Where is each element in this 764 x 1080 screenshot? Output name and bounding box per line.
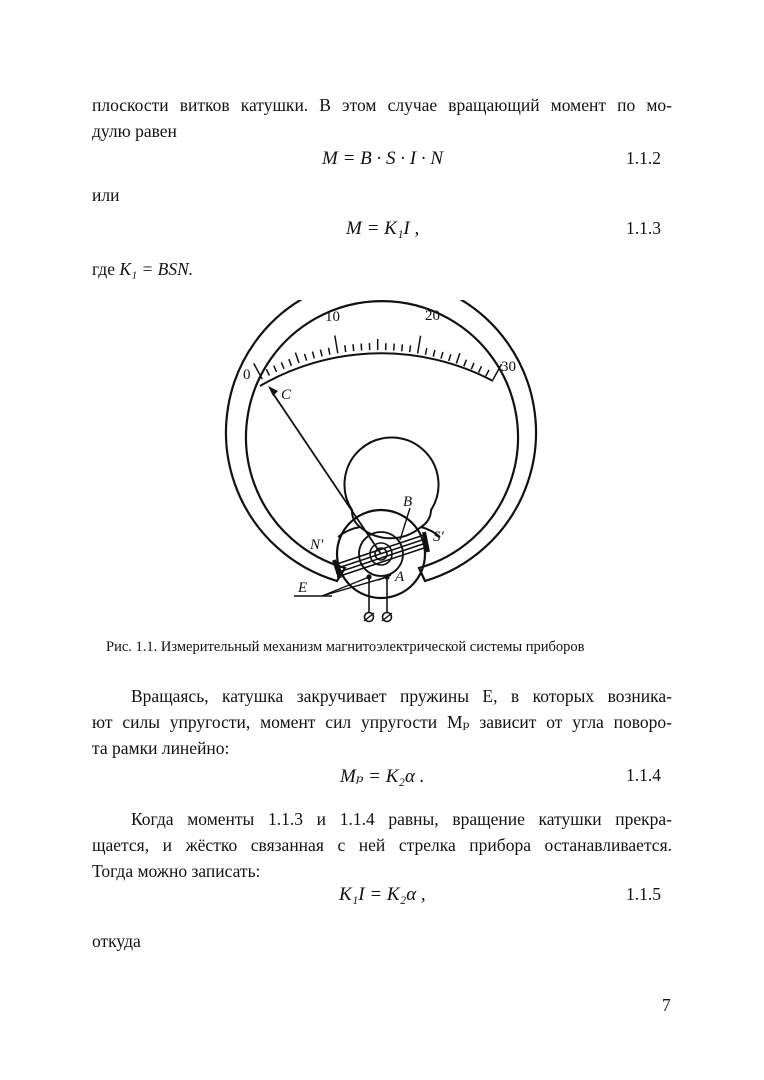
label-e: E (298, 580, 308, 596)
scale-tick (425, 348, 426, 355)
scale-tick (418, 336, 421, 354)
scale-tick (313, 352, 315, 359)
paragraph-line: та рамки линейно: (92, 738, 230, 758)
paragraph-line: ют силы упругости, момент сил упругости Mₚ зависит от угла поворо- (92, 712, 672, 732)
figure-caption: Рис. 1.1. Измерительный механизм магнитоэлектрической системы приборов (106, 639, 585, 655)
scale-tick (402, 344, 403, 351)
scale-label-0: 0 (243, 367, 251, 383)
scale-tick (471, 363, 474, 370)
scale-tick (345, 345, 346, 352)
equation-1-1-4: Mₚ = K₂α . (340, 766, 425, 787)
scale-ticks (254, 336, 502, 380)
label-n: N' (310, 537, 324, 553)
scale-tick (266, 369, 269, 375)
page-number: 7 (662, 995, 671, 1015)
permanent-magnet (226, 300, 536, 581)
scale-tick (456, 353, 460, 363)
equation-number: 1.1.2 (626, 148, 661, 168)
where-word: где (92, 259, 120, 279)
scale-tick (274, 366, 277, 372)
scale-tick (410, 345, 411, 352)
label-s: S' (433, 529, 444, 545)
scale-label-30: 30 (501, 359, 516, 375)
scale-tick (433, 350, 435, 357)
equation-1-1-2: M = B · S · I · N (322, 148, 444, 169)
equation-number: 1.1.5 (626, 884, 661, 904)
scale-tick (320, 350, 322, 357)
equation-number: 1.1.3 (626, 218, 661, 238)
coil-windings (334, 535, 427, 577)
scale-tick (464, 360, 467, 367)
label-b: B (403, 494, 413, 510)
where-formula: K₁ = BSN. (119, 259, 194, 279)
measuring-mechanism-diagram (220, 300, 550, 630)
scale-tick (449, 354, 451, 361)
label-c: C (281, 387, 292, 403)
scale-tick (329, 348, 330, 355)
scale-tick (289, 359, 292, 366)
paragraph-line: Когда моменты 1.1.3 и 1.1.4 равны, вращение катушки прекра- (131, 809, 672, 829)
pointer-arrowhead (268, 386, 278, 396)
scale-tick (281, 362, 284, 369)
scale-tick (486, 370, 489, 376)
label-a: A (395, 569, 405, 585)
scale-tick (394, 344, 395, 351)
equation-1-1-3: M = K₁I , (346, 218, 420, 239)
scale-tick (441, 352, 443, 359)
scale-tick (305, 354, 307, 361)
paragraph-line: откуда (92, 931, 141, 951)
paragraph-line: дулю равен (92, 121, 177, 141)
equation-number: 1.1.4 (626, 765, 661, 785)
scale-tick (479, 366, 482, 372)
paragraph-line: Вращаясь, катушка закручивает пружины E, в которых возника- (131, 686, 672, 706)
scale-label-10: 10 (325, 309, 340, 325)
pointer (272, 392, 381, 554)
paragraph-line: плоскости витков катушки. В этом случае вращающий момент по мо- (92, 95, 672, 115)
pole-pieces (345, 438, 439, 539)
scale-tick (335, 336, 338, 354)
paragraph-line (92, 256, 193, 283)
paragraph-line: Тогда можно записать: (92, 861, 261, 881)
scale-tick (295, 353, 299, 363)
scale-label-20: 20 (425, 308, 440, 324)
paragraph-line: щается, и жёстко связанная с ней стрелка прибора останавливается. (92, 835, 672, 855)
equation-1-1-5: K₁I = K₂α , (339, 884, 426, 905)
scale-tick (353, 344, 354, 351)
paragraph-line: или (92, 185, 120, 205)
